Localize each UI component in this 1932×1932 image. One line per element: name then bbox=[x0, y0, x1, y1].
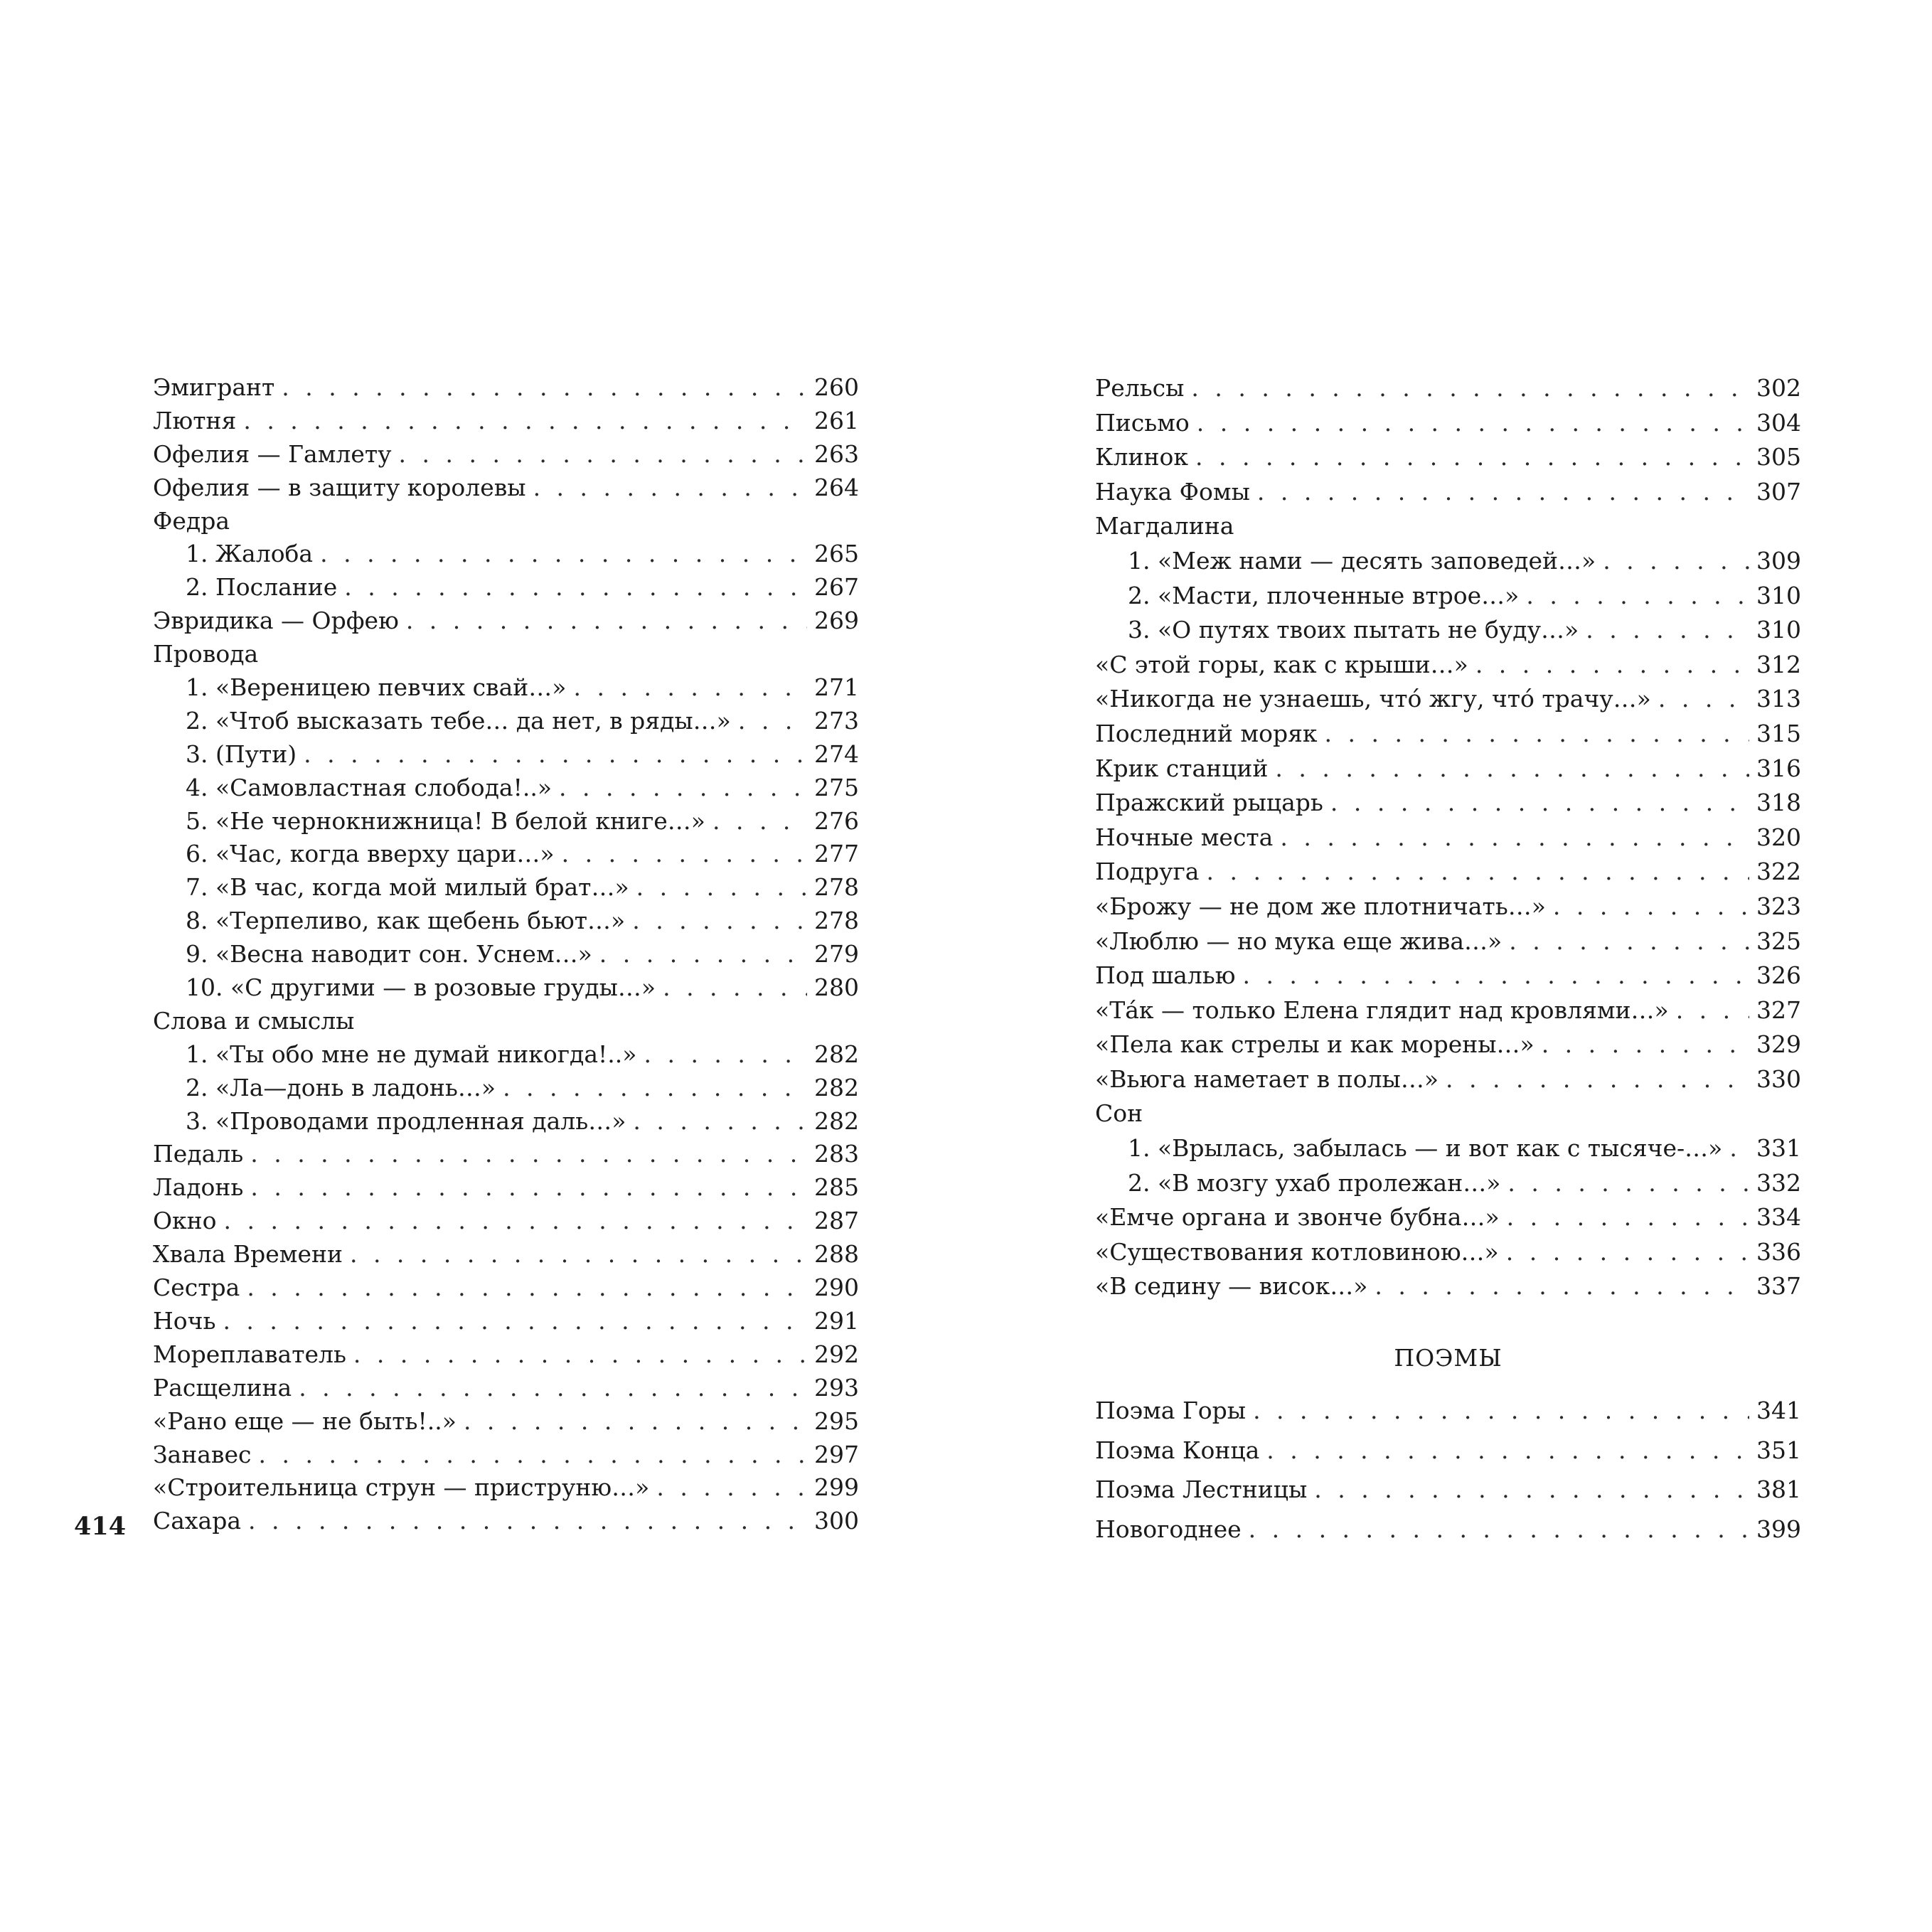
dot-leader bbox=[250, 1138, 807, 1171]
toc-entry bbox=[1095, 855, 1801, 890]
toc-entry bbox=[153, 1439, 859, 1472]
entry-page-number: 310 bbox=[1756, 616, 1801, 644]
dot-leader bbox=[632, 904, 807, 938]
toc-entry bbox=[1095, 1470, 1801, 1510]
entry-title: Магдалина bbox=[1095, 512, 1234, 540]
entry-title: 1. «Ты обо мне не думай никогда!..» bbox=[186, 1040, 637, 1068]
entry-page-number: 300 bbox=[814, 1507, 859, 1535]
entry-title: Поэма Конца bbox=[1095, 1436, 1260, 1464]
toc-subentry bbox=[153, 971, 859, 1005]
toc-entry bbox=[1095, 509, 1801, 544]
dot-leader bbox=[1206, 855, 1749, 890]
entry-title: Поэма Горы bbox=[1095, 1397, 1247, 1424]
toc-subentry bbox=[1095, 1131, 1801, 1166]
toc-entry bbox=[153, 471, 859, 505]
entry-title: Лютня bbox=[153, 406, 237, 434]
toc-entry bbox=[153, 1372, 859, 1405]
entry-page-number: 264 bbox=[814, 473, 859, 501]
toc-entry bbox=[153, 1405, 859, 1439]
toc-entry bbox=[153, 1171, 859, 1205]
toc-entry bbox=[153, 1505, 859, 1538]
toc-subentry bbox=[153, 805, 859, 838]
dot-leader bbox=[464, 1405, 807, 1439]
entry-page-number: 323 bbox=[1756, 892, 1801, 920]
entry-title: Офелия — в защиту королевы bbox=[153, 473, 526, 501]
toc-entry bbox=[1095, 1062, 1801, 1097]
entry-page-number: 275 bbox=[814, 773, 859, 801]
entry-page-number: 322 bbox=[1756, 858, 1801, 886]
dot-leader bbox=[1195, 440, 1749, 475]
dot-leader bbox=[224, 1205, 807, 1238]
entry-title: «В седину — висок…» bbox=[1095, 1272, 1368, 1301]
entry-title: Письмо bbox=[1095, 408, 1190, 437]
entry-page-number: 318 bbox=[1756, 789, 1801, 817]
entry-page-number: 320 bbox=[1756, 823, 1801, 851]
toc-entry bbox=[153, 438, 859, 471]
entry-title: Рельсы bbox=[1095, 374, 1185, 402]
toc-entry bbox=[1095, 1391, 1801, 1431]
entry-page-number: 316 bbox=[1756, 754, 1801, 782]
dot-leader bbox=[350, 1238, 807, 1271]
entry-title: «Никогда не узнаешь, что́ жгу, что́ трачу…» bbox=[1095, 685, 1651, 713]
entry-page-number: 265 bbox=[814, 540, 859, 568]
entry-page-number: 297 bbox=[814, 1440, 859, 1468]
entry-page-number: 399 bbox=[1756, 1515, 1801, 1543]
entry-page-number: 269 bbox=[814, 607, 859, 635]
entry-page-number: 312 bbox=[1756, 650, 1801, 678]
toc-entry bbox=[1095, 924, 1801, 959]
entry-title: «Люблю — но мука еще жива…» bbox=[1095, 927, 1503, 955]
entry-page-number: 274 bbox=[814, 740, 859, 768]
toc-entry bbox=[153, 371, 859, 405]
dot-leader bbox=[1257, 475, 1749, 510]
entry-title: 2. Послание bbox=[186, 573, 338, 602]
entry-title: Хвала Времени bbox=[153, 1240, 343, 1269]
toc-entry bbox=[153, 604, 859, 638]
entry-page-number: 331 bbox=[1756, 1134, 1801, 1163]
entry-title: Сестра bbox=[153, 1274, 240, 1302]
page-number: 414 bbox=[74, 1512, 127, 1541]
entry-title: «Рано еще — не быть!..» bbox=[153, 1407, 457, 1435]
entry-title: 2. «Масти, плоченные втрое…» bbox=[1128, 581, 1520, 609]
entry-title: 3. (Пути) bbox=[186, 740, 297, 768]
entry-page-number: 305 bbox=[1756, 443, 1801, 471]
entry-page-number: 282 bbox=[814, 1073, 859, 1101]
entry-title: Окно bbox=[153, 1207, 217, 1235]
toc-subentry bbox=[1095, 579, 1801, 614]
dot-leader bbox=[248, 1505, 807, 1538]
dot-leader bbox=[562, 838, 807, 871]
entry-title: 2. «Чтоб высказать тебе… да нет, в ряды…» bbox=[186, 706, 731, 735]
entry-page-number: 273 bbox=[814, 706, 859, 735]
dot-leader bbox=[1676, 993, 1749, 1028]
toc-entry bbox=[1095, 648, 1801, 683]
dot-leader bbox=[1526, 579, 1749, 614]
entry-page-number: 280 bbox=[814, 973, 859, 1002]
toc-subentry bbox=[153, 671, 859, 705]
entry-page-number: 276 bbox=[814, 806, 859, 835]
entry-page-number: 329 bbox=[1756, 1030, 1801, 1059]
entry-title: Расщелина bbox=[153, 1373, 292, 1402]
toc-entry bbox=[1095, 1028, 1801, 1062]
entry-page-number: 351 bbox=[1756, 1436, 1801, 1464]
entry-title: «Строительница струн — приструню…» bbox=[153, 1473, 650, 1502]
dot-leader bbox=[259, 1439, 808, 1472]
toc-subentry bbox=[153, 705, 859, 738]
toc-entry bbox=[1095, 1431, 1801, 1471]
toc-entry bbox=[1095, 475, 1801, 510]
toc-subentry bbox=[153, 571, 859, 604]
toc-entry bbox=[1095, 1235, 1801, 1270]
toc-entry bbox=[1095, 440, 1801, 475]
entry-page-number: 282 bbox=[814, 1106, 859, 1135]
dot-leader bbox=[574, 671, 808, 705]
toc-entry bbox=[153, 1238, 859, 1271]
dot-leader bbox=[320, 538, 807, 571]
entry-page-number: 271 bbox=[814, 673, 859, 702]
toc-entry bbox=[153, 638, 859, 671]
entry-title: Педаль bbox=[153, 1140, 244, 1168]
entry-title: «Пела как стрелы и как морены…» bbox=[1095, 1030, 1535, 1059]
dot-leader bbox=[1275, 752, 1749, 786]
entry-title: 7. «В час, когда мой милый брат…» bbox=[186, 873, 629, 902]
dot-leader bbox=[1242, 959, 1749, 993]
toc-entry bbox=[1095, 406, 1801, 441]
entry-page-number: 263 bbox=[814, 439, 859, 468]
dot-leader bbox=[1249, 1510, 1749, 1549]
entry-title: 5. «Не чернокнижница! В белой книге…» bbox=[186, 806, 705, 835]
entry-page-number: 307 bbox=[1756, 477, 1801, 506]
entry-title: Поэма Лестницы bbox=[1095, 1475, 1308, 1503]
toc-entry bbox=[1095, 371, 1801, 406]
entry-page-number: 337 bbox=[1756, 1272, 1801, 1301]
entry-title: Занавес bbox=[153, 1440, 252, 1468]
entry-page-number: 278 bbox=[814, 907, 859, 935]
toc-entry bbox=[1095, 1269, 1801, 1304]
entry-title: 3. «Проводами продленная даль…» bbox=[186, 1106, 626, 1135]
entry-page-number: 330 bbox=[1756, 1064, 1801, 1093]
entry-title: «Существования котловиною…» bbox=[1095, 1237, 1499, 1266]
dot-leader bbox=[663, 971, 807, 1005]
entry-title: Эмигрант bbox=[153, 373, 275, 401]
dot-leader bbox=[1314, 1470, 1749, 1510]
dot-leader bbox=[1280, 821, 1749, 855]
dot-leader bbox=[282, 371, 807, 405]
entry-title: Подруга bbox=[1095, 858, 1200, 886]
toc-subentry bbox=[1095, 613, 1801, 648]
entry-title: Наука Фомы bbox=[1095, 477, 1250, 506]
toc-entry bbox=[1095, 821, 1801, 855]
dot-leader bbox=[299, 1372, 807, 1405]
toc-entry bbox=[153, 1205, 859, 1238]
dot-leader bbox=[304, 738, 807, 772]
entry-page-number: 282 bbox=[814, 1040, 859, 1068]
dot-leader bbox=[503, 1072, 807, 1105]
entry-title: Последний моряк bbox=[1095, 719, 1318, 747]
dot-leader bbox=[1542, 1028, 1749, 1062]
toc-subentry bbox=[153, 838, 859, 871]
entry-title: 2. «В мозгу ухаб пролежан…» bbox=[1128, 1168, 1501, 1197]
dot-leader bbox=[1586, 613, 1749, 648]
toc-entry bbox=[153, 1138, 859, 1171]
entry-page-number: 302 bbox=[1756, 374, 1801, 402]
entry-title: 10. «С другими — в розовые груды…» bbox=[186, 973, 656, 1002]
entry-page-number: 299 bbox=[814, 1473, 859, 1502]
toc-subentry bbox=[153, 904, 859, 938]
dot-leader bbox=[250, 1171, 807, 1205]
dot-leader bbox=[1330, 786, 1749, 821]
entry-title: 1. Жалоба bbox=[186, 540, 314, 568]
dot-leader bbox=[1266, 1431, 1749, 1471]
toc-subentry bbox=[153, 1038, 859, 1072]
toc-subentry bbox=[153, 538, 859, 571]
dot-leader bbox=[399, 438, 807, 471]
toc-subentry bbox=[153, 1072, 859, 1105]
entry-title: Слова и смыслы bbox=[153, 1006, 355, 1035]
entry-page-number: 291 bbox=[814, 1306, 859, 1335]
toc-entry bbox=[1095, 752, 1801, 786]
entry-title: Эвридика — Орфею bbox=[153, 607, 399, 635]
toc-subentry bbox=[1095, 1166, 1801, 1201]
dot-leader bbox=[1475, 648, 1749, 683]
dot-leader bbox=[247, 1271, 807, 1305]
entry-page-number: 288 bbox=[814, 1240, 859, 1269]
entry-title: 9. «Весна наводит сон. Уснем…» bbox=[186, 940, 592, 968]
entry-page-number: 304 bbox=[1756, 408, 1801, 437]
entry-page-number: 277 bbox=[814, 840, 859, 868]
dot-leader bbox=[1507, 1166, 1749, 1201]
dot-leader bbox=[633, 1105, 807, 1138]
toc-entry bbox=[1095, 1200, 1801, 1235]
toc-subentry bbox=[153, 738, 859, 772]
entry-title: 1. «Врылась, забылась — и вот как с тысяче-…» bbox=[1128, 1134, 1723, 1163]
entry-page-number: 292 bbox=[814, 1340, 859, 1368]
entry-title: Клинок bbox=[1095, 443, 1188, 471]
dot-leader bbox=[1603, 544, 1749, 579]
dot-leader bbox=[1325, 717, 1749, 752]
entry-page-number: 260 bbox=[814, 373, 859, 401]
dot-leader bbox=[1509, 924, 1749, 959]
entry-page-number: 325 bbox=[1756, 927, 1801, 955]
toc-entry bbox=[1095, 682, 1801, 717]
dot-leader bbox=[1506, 1235, 1749, 1270]
dot-leader bbox=[344, 571, 807, 604]
entry-page-number: 283 bbox=[814, 1140, 859, 1168]
toc-subentry bbox=[153, 772, 859, 805]
toc-entry bbox=[1095, 786, 1801, 821]
dot-leader bbox=[1197, 406, 1749, 441]
entry-title: Новогоднее bbox=[1095, 1515, 1242, 1543]
dot-leader bbox=[353, 1338, 807, 1372]
entry-title: 1. «Меж нами — десять заповедей…» bbox=[1128, 546, 1596, 575]
toc-entry bbox=[153, 1005, 859, 1038]
entry-page-number: 293 bbox=[814, 1373, 859, 1402]
entry-page-number: 261 bbox=[814, 406, 859, 434]
toc-entry bbox=[153, 405, 859, 438]
toc-entry bbox=[153, 1271, 859, 1305]
dot-leader bbox=[1375, 1269, 1749, 1304]
dot-leader bbox=[223, 1305, 807, 1338]
entry-page-number: 279 bbox=[814, 940, 859, 968]
entry-title: Ночные места bbox=[1095, 823, 1274, 851]
entry-title: 4. «Самовластная слобода!..» bbox=[186, 773, 553, 801]
toc-entry bbox=[1095, 993, 1801, 1028]
entry-title: Ночь bbox=[153, 1306, 216, 1335]
dot-leader bbox=[406, 604, 807, 638]
entry-title: 8. «Терпеливо, как щебень бьют…» bbox=[186, 907, 626, 935]
entry-title: «Та́к — только Елена глядит над кровлями…» bbox=[1095, 996, 1669, 1024]
entry-page-number: 334 bbox=[1756, 1203, 1801, 1232]
entry-page-number: 326 bbox=[1756, 961, 1801, 990]
entry-title: «С этой горы, как с крыши…» bbox=[1095, 650, 1468, 678]
entry-title: 2. «Ла—донь в ладонь…» bbox=[186, 1073, 496, 1101]
entry-page-number: 336 bbox=[1756, 1237, 1801, 1266]
toc-entry bbox=[1095, 890, 1801, 924]
entry-title: Сон bbox=[1095, 1099, 1143, 1128]
entry-title: «Брожу — не дом же плотничать…» bbox=[1095, 892, 1546, 920]
entry-title: 1. «Вереницею певчих свай…» bbox=[186, 673, 567, 702]
dot-leader bbox=[533, 471, 807, 505]
toc-subentry bbox=[1095, 544, 1801, 579]
toc-subentry bbox=[153, 1105, 859, 1138]
entry-title: Пражский рыцарь bbox=[1095, 789, 1323, 817]
entry-title: Под шалью bbox=[1095, 961, 1236, 990]
toc-subentry bbox=[153, 871, 859, 904]
toc-right-column bbox=[1095, 371, 1801, 1304]
dot-leader bbox=[1191, 371, 1749, 406]
dot-leader bbox=[1658, 682, 1749, 717]
dot-leader bbox=[713, 805, 807, 838]
entry-title: Федра bbox=[153, 506, 230, 535]
dot-leader bbox=[599, 938, 807, 971]
toc-entry bbox=[153, 1305, 859, 1338]
entry-page-number: 313 bbox=[1756, 685, 1801, 713]
entry-page-number: 278 bbox=[814, 873, 859, 902]
entry-page-number: 381 bbox=[1756, 1475, 1801, 1503]
entry-title: 6. «Час, когда вверху цари…» bbox=[186, 840, 555, 868]
dot-leader bbox=[738, 705, 807, 738]
dot-leader bbox=[1446, 1062, 1749, 1097]
entry-page-number: 332 bbox=[1756, 1168, 1801, 1197]
entry-page-number: 341 bbox=[1756, 1397, 1801, 1424]
dot-leader bbox=[656, 1471, 807, 1505]
entry-page-number: 327 bbox=[1756, 996, 1801, 1024]
toc-left-column bbox=[153, 371, 859, 1538]
entry-page-number: 267 bbox=[814, 573, 859, 602]
entry-page-number: 310 bbox=[1756, 581, 1801, 609]
poems-section-heading: ПОЭМЫ bbox=[1394, 1344, 1503, 1372]
toc-entry bbox=[1095, 1510, 1801, 1549]
entry-title: Провода bbox=[153, 640, 259, 668]
entry-page-number: 309 bbox=[1756, 546, 1801, 575]
dot-leader bbox=[1253, 1391, 1749, 1431]
toc-entry bbox=[153, 1471, 859, 1505]
toc-entry bbox=[1095, 1096, 1801, 1131]
entry-title: Ладонь bbox=[153, 1173, 244, 1202]
entry-title: 3. «О путях твоих пытать не буду…» bbox=[1128, 616, 1579, 644]
entry-page-number: 295 bbox=[814, 1407, 859, 1435]
dot-leader bbox=[243, 405, 807, 438]
dot-leader bbox=[644, 1038, 807, 1072]
entry-page-number: 287 bbox=[814, 1207, 859, 1235]
poems-list bbox=[1095, 1391, 1801, 1549]
dot-leader bbox=[559, 772, 807, 805]
toc-entry bbox=[1095, 959, 1801, 993]
entry-page-number: 315 bbox=[1756, 719, 1801, 747]
entry-title: Крик станций bbox=[1095, 754, 1269, 782]
toc-entry bbox=[1095, 717, 1801, 752]
entry-title: «Вьюга наметает в полы…» bbox=[1095, 1064, 1439, 1093]
entry-title: Сахара bbox=[153, 1507, 242, 1535]
toc-entry bbox=[153, 505, 859, 538]
entry-page-number: 285 bbox=[814, 1173, 859, 1202]
dot-leader bbox=[636, 871, 807, 904]
entry-page-number: 290 bbox=[814, 1274, 859, 1302]
dot-leader bbox=[1553, 890, 1749, 924]
entry-title: Офелия — Гамлету bbox=[153, 439, 392, 468]
toc-entry bbox=[153, 1338, 859, 1372]
entry-title: Мореплаватель bbox=[153, 1340, 346, 1368]
entry-title: «Емче органа и звонче бубна…» bbox=[1095, 1203, 1500, 1232]
toc-subentry bbox=[153, 938, 859, 971]
dot-leader bbox=[1507, 1200, 1749, 1235]
dot-leader bbox=[1729, 1131, 1749, 1166]
